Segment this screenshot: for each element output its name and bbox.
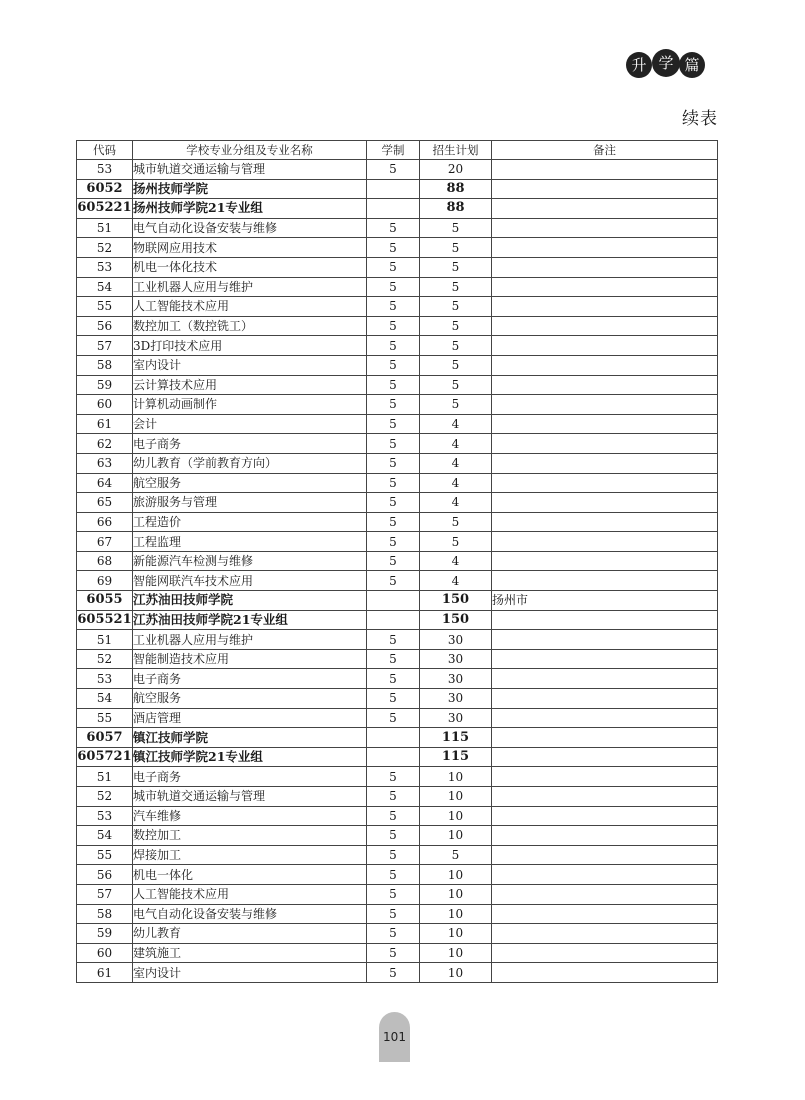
table-row <box>77 884 718 904</box>
code-cell: 6055 <box>77 591 133 611</box>
name-cell: 人工智能技术应用 <box>133 884 367 904</box>
note-cell <box>492 218 718 238</box>
duration-cell: 5 <box>367 865 420 885</box>
table-row <box>77 160 718 180</box>
code-cell: 61 <box>77 963 133 983</box>
note-cell <box>492 767 718 787</box>
plan-cell: 5 <box>420 277 492 297</box>
plan-cell: 10 <box>420 884 492 904</box>
duration-cell: 5 <box>367 884 420 904</box>
table-header-row <box>77 141 718 160</box>
name-cell: 人工智能技术应用 <box>133 297 367 317</box>
duration-cell: 5 <box>367 708 420 728</box>
code-cell: 54 <box>77 689 133 709</box>
plan-cell: 30 <box>420 630 492 650</box>
name-cell: 计算机动画制作 <box>133 395 367 415</box>
table-row <box>77 473 718 493</box>
table-row <box>77 277 718 297</box>
code-cell: 63 <box>77 453 133 473</box>
name-cell: 工业机器人应用与维护 <box>133 277 367 297</box>
header-plan: 招生计划 <box>420 141 492 160</box>
name-cell: 扬州技师学院 <box>133 179 367 199</box>
svg-text:篇: 篇 <box>684 56 700 74</box>
duration-cell <box>367 199 420 219</box>
plan-cell: 10 <box>420 924 492 944</box>
plan-cell: 150 <box>420 591 492 611</box>
code-cell: 59 <box>77 375 133 395</box>
duration-cell: 5 <box>367 238 420 258</box>
code-cell: 55 <box>77 845 133 865</box>
note-cell <box>492 689 718 709</box>
table-row <box>77 787 718 807</box>
code-cell: 51 <box>77 630 133 650</box>
table-row <box>77 571 718 591</box>
code-cell: 53 <box>77 806 133 826</box>
svg-text:学: 学 <box>658 54 674 72</box>
plan-cell: 5 <box>420 336 492 356</box>
duration-cell: 5 <box>367 787 420 807</box>
table-row <box>77 434 718 454</box>
table-row <box>77 297 718 317</box>
note-cell <box>492 787 718 807</box>
name-cell: 室内设计 <box>133 963 367 983</box>
duration-cell: 5 <box>367 473 420 493</box>
plan-cell: 150 <box>420 610 492 630</box>
note-cell <box>492 453 718 473</box>
code-cell: 62 <box>77 434 133 454</box>
note-cell <box>492 160 718 180</box>
note-cell <box>492 571 718 591</box>
enrollment-plan-table <box>76 140 718 983</box>
code-cell: 56 <box>77 865 133 885</box>
table-row <box>77 708 718 728</box>
plan-cell: 5 <box>420 297 492 317</box>
code-cell: 51 <box>77 767 133 787</box>
page-number: 101 <box>379 1012 410 1062</box>
note-cell <box>492 316 718 336</box>
plan-cell: 88 <box>420 199 492 219</box>
name-cell: 机电一体化 <box>133 865 367 885</box>
note-cell <box>492 904 718 924</box>
note-cell <box>492 532 718 552</box>
code-cell: 54 <box>77 277 133 297</box>
code-cell: 54 <box>77 826 133 846</box>
code-cell: 59 <box>77 924 133 944</box>
note-cell <box>492 963 718 983</box>
duration-cell: 5 <box>367 160 420 180</box>
name-cell: 电子商务 <box>133 434 367 454</box>
name-cell: 云计算技术应用 <box>133 375 367 395</box>
note-cell <box>492 610 718 630</box>
plan-cell: 30 <box>420 669 492 689</box>
table-row <box>77 257 718 277</box>
code-cell: 52 <box>77 787 133 807</box>
plan-cell: 5 <box>420 512 492 532</box>
code-cell: 68 <box>77 551 133 571</box>
code-cell: 52 <box>77 238 133 258</box>
plan-cell: 20 <box>420 160 492 180</box>
code-cell: 69 <box>77 571 133 591</box>
note-cell <box>492 199 718 219</box>
plan-cell: 5 <box>420 845 492 865</box>
note-cell <box>492 297 718 317</box>
plan-cell: 5 <box>420 257 492 277</box>
table-row <box>77 395 718 415</box>
table-row <box>77 689 718 709</box>
table-group-row <box>77 610 718 630</box>
name-cell: 物联网应用技术 <box>133 238 367 258</box>
name-cell: 智能网联汽车技术应用 <box>133 571 367 591</box>
plan-cell: 30 <box>420 649 492 669</box>
table-row <box>77 963 718 983</box>
code-cell: 58 <box>77 355 133 375</box>
plan-cell: 10 <box>420 963 492 983</box>
duration-cell: 5 <box>367 434 420 454</box>
name-cell: 工程监理 <box>133 532 367 552</box>
table-row <box>77 375 718 395</box>
duration-cell <box>367 179 420 199</box>
note-cell <box>492 414 718 434</box>
duration-cell: 5 <box>367 630 420 650</box>
plan-cell: 4 <box>420 453 492 473</box>
code-cell: 56 <box>77 316 133 336</box>
name-cell: 镇江技师学院21专业组 <box>133 747 367 767</box>
duration-cell: 5 <box>367 767 420 787</box>
code-cell: 60 <box>77 943 133 963</box>
duration-cell: 5 <box>367 806 420 826</box>
table-row <box>77 512 718 532</box>
code-cell: 66 <box>77 512 133 532</box>
code-cell: 58 <box>77 904 133 924</box>
table-group-row <box>77 591 718 611</box>
duration-cell: 5 <box>367 532 420 552</box>
duration-cell: 5 <box>367 512 420 532</box>
note-cell <box>492 747 718 767</box>
note-cell <box>492 336 718 356</box>
note-cell <box>492 375 718 395</box>
code-cell: 67 <box>77 532 133 552</box>
name-cell: 旅游服务与管理 <box>133 493 367 513</box>
table-row <box>77 806 718 826</box>
table-row <box>77 904 718 924</box>
table-row <box>77 316 718 336</box>
duration-cell: 5 <box>367 375 420 395</box>
note-cell <box>492 551 718 571</box>
plan-cell: 10 <box>420 806 492 826</box>
plan-cell: 5 <box>420 532 492 552</box>
duration-cell: 5 <box>367 355 420 375</box>
duration-cell: 5 <box>367 395 420 415</box>
table-row <box>77 630 718 650</box>
duration-cell: 5 <box>367 257 420 277</box>
header-code: 代码 <box>77 141 133 160</box>
note-cell <box>492 649 718 669</box>
note-cell <box>492 708 718 728</box>
code-cell: 55 <box>77 708 133 728</box>
code-cell: 60 <box>77 395 133 415</box>
duration-cell: 5 <box>367 414 420 434</box>
code-cell: 6057 <box>77 728 133 748</box>
note-cell <box>492 669 718 689</box>
note-cell <box>492 865 718 885</box>
name-cell: 航空服务 <box>133 689 367 709</box>
name-cell: 数控加工 <box>133 826 367 846</box>
name-cell: 江苏油田技师学院21专业组 <box>133 610 367 630</box>
table-row <box>77 826 718 846</box>
table-row <box>77 924 718 944</box>
name-cell: 幼儿教育（学前教育方向） <box>133 453 367 473</box>
duration-cell: 5 <box>367 826 420 846</box>
name-cell: 江苏油田技师学院 <box>133 591 367 611</box>
header-name: 学校专业分组及专业名称 <box>133 141 367 160</box>
name-cell: 智能制造技术应用 <box>133 649 367 669</box>
plan-cell: 115 <box>420 747 492 767</box>
note-cell <box>492 473 718 493</box>
table-group-row <box>77 728 718 748</box>
name-cell: 会计 <box>133 414 367 434</box>
table-row <box>77 865 718 885</box>
code-cell: 55 <box>77 297 133 317</box>
note-cell <box>492 434 718 454</box>
name-cell: 汽车维修 <box>133 806 367 826</box>
plan-cell: 5 <box>420 316 492 336</box>
duration-cell: 5 <box>367 297 420 317</box>
plan-cell: 115 <box>420 728 492 748</box>
table-row <box>77 943 718 963</box>
duration-cell: 5 <box>367 218 420 238</box>
name-cell: 工程造价 <box>133 512 367 532</box>
name-cell: 焊接加工 <box>133 845 367 865</box>
table-row <box>77 238 718 258</box>
name-cell: 数控加工（数控铣工） <box>133 316 367 336</box>
note-cell <box>492 395 718 415</box>
duration-cell <box>367 747 420 767</box>
plan-cell: 88 <box>420 179 492 199</box>
name-cell: 建筑施工 <box>133 943 367 963</box>
header-note: 备注 <box>492 141 718 160</box>
code-cell: 65 <box>77 493 133 513</box>
code-cell: 52 <box>77 649 133 669</box>
table-row <box>77 453 718 473</box>
section-logo <box>626 48 706 80</box>
note-cell <box>492 845 718 865</box>
note-cell <box>492 943 718 963</box>
table-row <box>77 493 718 513</box>
code-cell: 605221 <box>77 199 133 219</box>
plan-cell: 4 <box>420 473 492 493</box>
plan-cell: 30 <box>420 708 492 728</box>
plan-cell: 4 <box>420 571 492 591</box>
name-cell: 酒店管理 <box>133 708 367 728</box>
table-row <box>77 845 718 865</box>
note-cell <box>492 884 718 904</box>
code-cell: 6052 <box>77 179 133 199</box>
duration-cell: 5 <box>367 571 420 591</box>
svg-text:升: 升 <box>631 56 647 74</box>
name-cell: 城市轨道交通运输与管理 <box>133 160 367 180</box>
table-row <box>77 355 718 375</box>
table-row <box>77 218 718 238</box>
note-cell <box>492 257 718 277</box>
duration-cell <box>367 610 420 630</box>
note-cell <box>492 826 718 846</box>
duration-cell <box>367 591 420 611</box>
continued-label: 续表 <box>682 109 718 129</box>
code-cell: 605521 <box>77 610 133 630</box>
note-cell <box>492 355 718 375</box>
duration-cell: 5 <box>367 336 420 356</box>
plan-cell: 5 <box>420 238 492 258</box>
table-row <box>77 669 718 689</box>
name-cell: 航空服务 <box>133 473 367 493</box>
code-cell: 61 <box>77 414 133 434</box>
duration-cell: 5 <box>367 277 420 297</box>
note-cell <box>492 512 718 532</box>
note-cell <box>492 277 718 297</box>
code-cell: 53 <box>77 160 133 180</box>
table-row <box>77 649 718 669</box>
duration-cell: 5 <box>367 963 420 983</box>
plan-cell: 10 <box>420 943 492 963</box>
code-cell: 51 <box>77 218 133 238</box>
name-cell: 机电一体化技术 <box>133 257 367 277</box>
note-cell <box>492 806 718 826</box>
duration-cell: 5 <box>367 493 420 513</box>
duration-cell: 5 <box>367 904 420 924</box>
duration-cell: 5 <box>367 669 420 689</box>
table-group-row <box>77 179 718 199</box>
name-cell: 电子商务 <box>133 767 367 787</box>
plan-cell: 10 <box>420 787 492 807</box>
duration-cell: 5 <box>367 924 420 944</box>
plan-cell: 10 <box>420 865 492 885</box>
name-cell: 新能源汽车检测与维修 <box>133 551 367 571</box>
name-cell: 电子商务 <box>133 669 367 689</box>
plan-cell: 5 <box>420 218 492 238</box>
name-cell: 扬州技师学院21专业组 <box>133 199 367 219</box>
duration-cell <box>367 728 420 748</box>
plan-cell: 4 <box>420 414 492 434</box>
plan-cell: 5 <box>420 355 492 375</box>
plan-cell: 10 <box>420 826 492 846</box>
name-cell: 镇江技师学院 <box>133 728 367 748</box>
code-cell: 57 <box>77 884 133 904</box>
code-cell: 605721 <box>77 747 133 767</box>
note-cell <box>492 728 718 748</box>
table-row <box>77 336 718 356</box>
plan-cell: 5 <box>420 375 492 395</box>
duration-cell: 5 <box>367 453 420 473</box>
name-cell: 电气自动化设备安装与维修 <box>133 904 367 924</box>
header-duration: 学制 <box>367 141 420 160</box>
note-cell <box>492 630 718 650</box>
table-group-row <box>77 747 718 767</box>
duration-cell: 5 <box>367 943 420 963</box>
note-cell: 扬州市 <box>492 591 718 611</box>
plan-cell: 4 <box>420 434 492 454</box>
plan-cell: 30 <box>420 689 492 709</box>
code-cell: 53 <box>77 669 133 689</box>
plan-cell: 5 <box>420 395 492 415</box>
name-cell: 电气自动化设备安装与维修 <box>133 218 367 238</box>
duration-cell: 5 <box>367 845 420 865</box>
note-cell <box>492 238 718 258</box>
duration-cell: 5 <box>367 316 420 336</box>
plan-cell: 4 <box>420 551 492 571</box>
table-row <box>77 767 718 787</box>
plan-cell: 10 <box>420 767 492 787</box>
code-cell: 57 <box>77 336 133 356</box>
name-cell: 幼儿教育 <box>133 924 367 944</box>
table-row <box>77 414 718 434</box>
table-group-row <box>77 199 718 219</box>
table-body <box>77 160 718 983</box>
note-cell <box>492 179 718 199</box>
table-row <box>77 551 718 571</box>
code-cell: 64 <box>77 473 133 493</box>
plan-cell: 4 <box>420 493 492 513</box>
name-cell: 工业机器人应用与维护 <box>133 630 367 650</box>
plan-cell: 10 <box>420 904 492 924</box>
note-cell <box>492 924 718 944</box>
note-cell <box>492 493 718 513</box>
name-cell: 3D打印技术应用 <box>133 336 367 356</box>
name-cell: 城市轨道交通运输与管理 <box>133 787 367 807</box>
duration-cell: 5 <box>367 689 420 709</box>
duration-cell: 5 <box>367 649 420 669</box>
duration-cell: 5 <box>367 551 420 571</box>
code-cell: 53 <box>77 257 133 277</box>
name-cell: 室内设计 <box>133 355 367 375</box>
table-row <box>77 532 718 552</box>
